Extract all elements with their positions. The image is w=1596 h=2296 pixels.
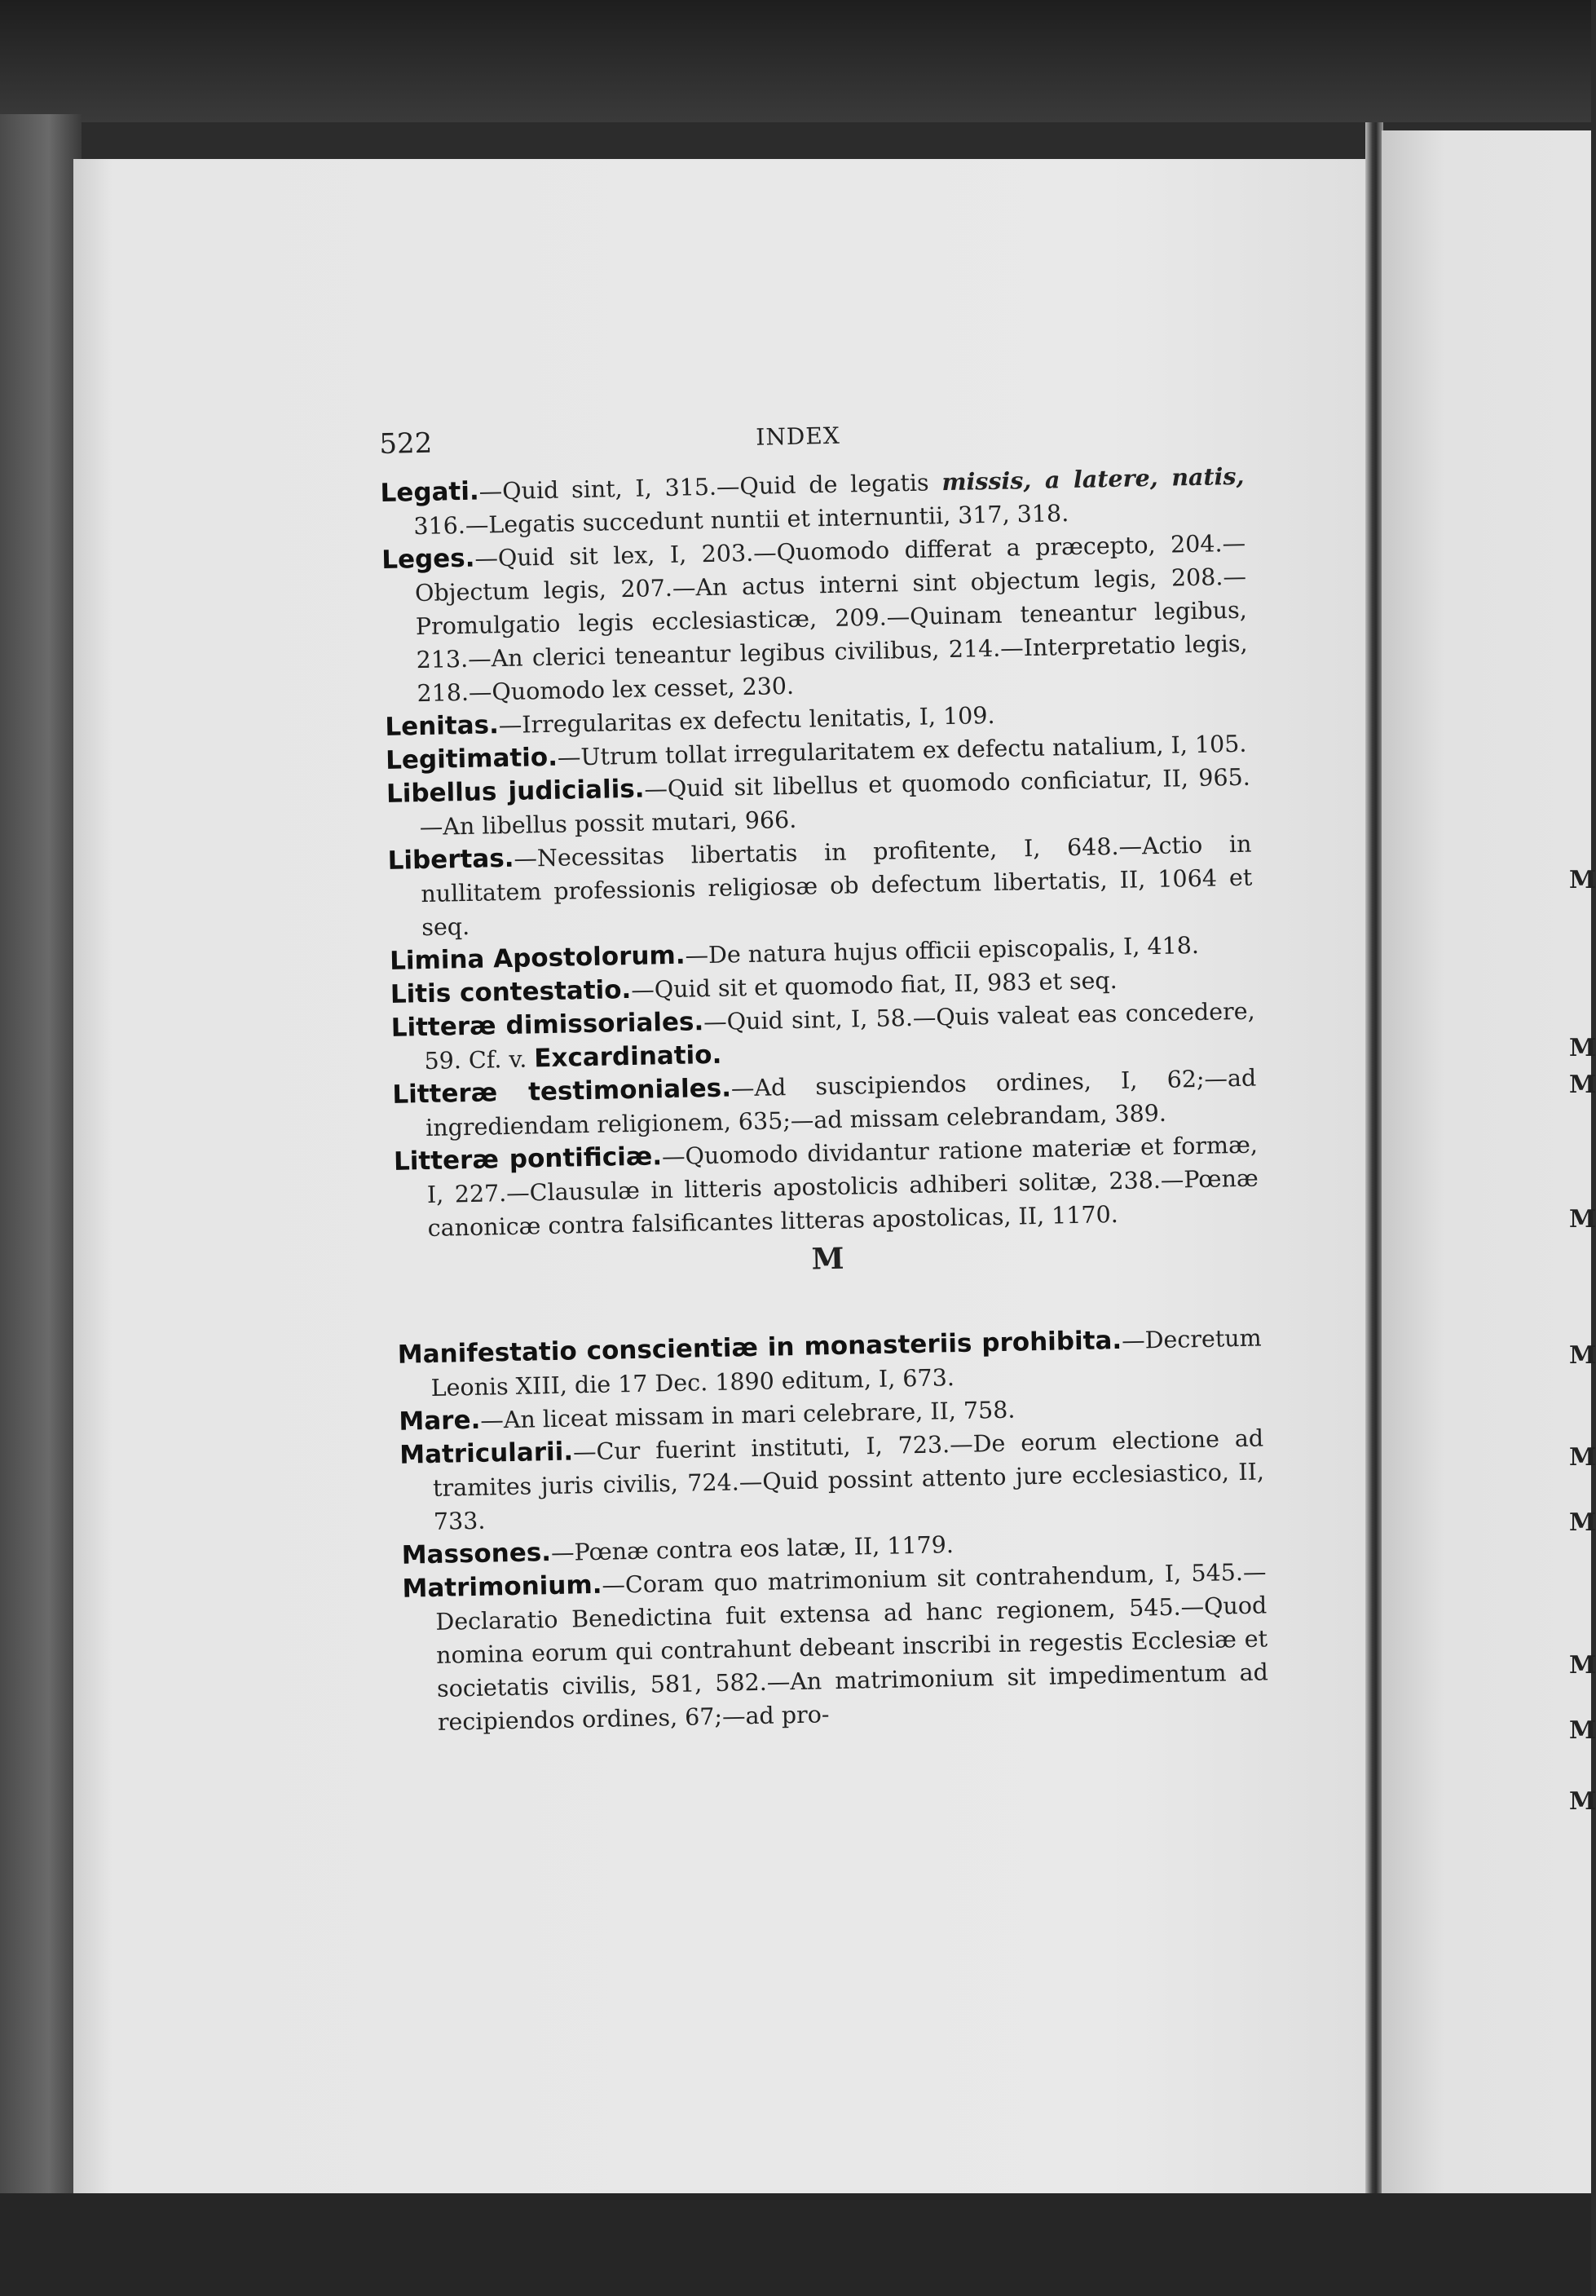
section-letter-heading: M	[811, 1241, 844, 1277]
entry-text: —Quid sit et quomodo fiat, II, 983 et seq.	[630, 966, 1118, 1004]
entry-text: —Ad suscipiendos ordines, I, 62;—ad ingrediendam religionem, 635;—ad missam celebrandam, 389.	[425, 1064, 1257, 1142]
entry-text: —Utrum tollat irregularitatem ex defectu natalium, I, 105.	[557, 730, 1247, 771]
entry-headword: Libellus judicialis.	[386, 774, 645, 809]
entry-text: —Quomodo dividantur ratione materiæ et formæ, I, 227.—Clausulæ in litteris apostolicis adhiberi solitæ, 238.—Pœnæ canonicæ contra falsificantes litteras apostolicas, II, 1170.	[426, 1131, 1259, 1242]
book-gutter	[1365, 122, 1383, 2210]
facing-page-fragment: M	[1569, 1341, 1596, 1370]
facing-page-fragment: M	[1569, 1508, 1596, 1537]
page-number: 522	[379, 426, 433, 461]
entry-headword: Mare.	[399, 1405, 481, 1437]
entry-headword: Legitimatio.	[385, 742, 558, 775]
facing-page-fragment: M	[1569, 1716, 1596, 1745]
facing-page-fragment: M	[1569, 1651, 1596, 1680]
running-head-title: INDEX	[755, 422, 841, 451]
facing-page-fragment: M	[1569, 1205, 1596, 1234]
entry-text: —De natura hujus officii episcopalis, I, 418.	[685, 931, 1200, 969]
entry-text: —Coram quo matrimonium sit contrahendum, I, 545.—Declaratio Benedictina fuit extensa ad hanc regionem, 545.—Quod nomina eorum qui contrahunt debeant inscribi in regestis Ecclesiæ et societatis civilis, 581, 582.—An matrimonium sit impedimentum ad recipiendos ordines, 67;—ad pro-	[435, 1558, 1269, 1736]
facing-page	[1382, 130, 1591, 2218]
entry-text: —Quid sit lex, I, 203.—Quomodo differat a præcepto, 204.—Objectum legis, 207.—An actus interni sint objectum legis, 208.—Promulgatio legis ecclesiasticæ, 209.—Quinam teneantur legibus, 213.—An clerici teneantur legibus civilibus, 214.—Interpretatio legis, 218.—Quomodo lex cesset, 230.	[414, 529, 1248, 708]
index-entry	[381, 527, 1249, 711]
entry-headword: Matricularii.	[399, 1437, 574, 1470]
entry-headword: Limina Apostolorum.	[389, 940, 686, 976]
entry-headword: Massones.	[401, 1538, 552, 1570]
entry-text: —Quid sint, I, 58.—Quis valeat eas concedere, 59. Cf. v.	[424, 997, 1255, 1075]
index-entry	[387, 828, 1253, 945]
entry-text: —Necessitas libertatis in profitente, I, 648.—Actio in nullitatem professionis religiosæ ob defectum libertatis, II, 1064 et seq.	[421, 830, 1253, 942]
index-entry	[394, 1128, 1259, 1246]
facing-page-fragment: M	[1569, 866, 1596, 894]
entry-headword: Libertas.	[387, 843, 514, 876]
entry-text: —Pœnæ contra eos latæ, II, 1179.	[550, 1531, 955, 1567]
entry-headword: Leges.	[381, 543, 475, 575]
entry-headword: Manifestatio conscientiæ in monasteriis prohibita.	[397, 1325, 1122, 1370]
facing-page-fragment: M	[1569, 1443, 1596, 1472]
entry-headword: Litis contestatio.	[390, 974, 632, 1009]
entry-headword: Legati.	[380, 476, 480, 508]
entry-text-italic: missis, a latere, natis,	[941, 461, 1245, 497]
facing-page-fragment: M	[1569, 1034, 1596, 1062]
facing-page-fragment: M	[1569, 1071, 1596, 1099]
entry-text: —Irregularitas ex defectu lenitatis, I, 109.	[498, 701, 995, 740]
entry-text: —Quid sint, I, 315.—Quid de legatis	[478, 469, 942, 506]
entry-text: —An liceat missam in mari celebrare, II, 758.	[479, 1396, 1016, 1434]
index-entry	[399, 1421, 1265, 1539]
entry-headword: Matrimonium.	[402, 1570, 602, 1604]
index-entry	[402, 1555, 1269, 1739]
facing-page-fragment: M	[1569, 1787, 1596, 1816]
index-text-block	[379, 411, 1269, 1740]
cross-reference: Excardinatio.	[533, 1040, 722, 1074]
entry-text: —Quid sit libellus et quomodo conficiatur, II, 965.—An libellus possit mutari, 966.	[419, 763, 1251, 841]
entry-headword: Litteræ pontificiæ.	[393, 1141, 663, 1177]
entry-headword: Litteræ dimissoriales.	[390, 1007, 704, 1043]
book-page-edges	[0, 114, 82, 2234]
entry-text: —Decretum Leonis XIII, die 17 Dec. 1890 editum, I, 673.	[430, 1324, 1262, 1402]
entry-text: —Cur fuerint instituti, I, 723.—De eorum electione ad tramites juris civilis, 724.—Quid possint attento jure ecclesiastico, II, 733.	[432, 1424, 1265, 1535]
scan-backdrop-top	[0, 0, 1591, 122]
entry-headword: Lenitas.	[385, 710, 500, 742]
entry-text: 316.—Legatis succedunt nuntii et internuntii, 317, 318.	[413, 500, 1069, 541]
scan-backdrop-bottom	[0, 2193, 1591, 2296]
entry-headword: Litteræ testimoniales.	[392, 1073, 732, 1110]
